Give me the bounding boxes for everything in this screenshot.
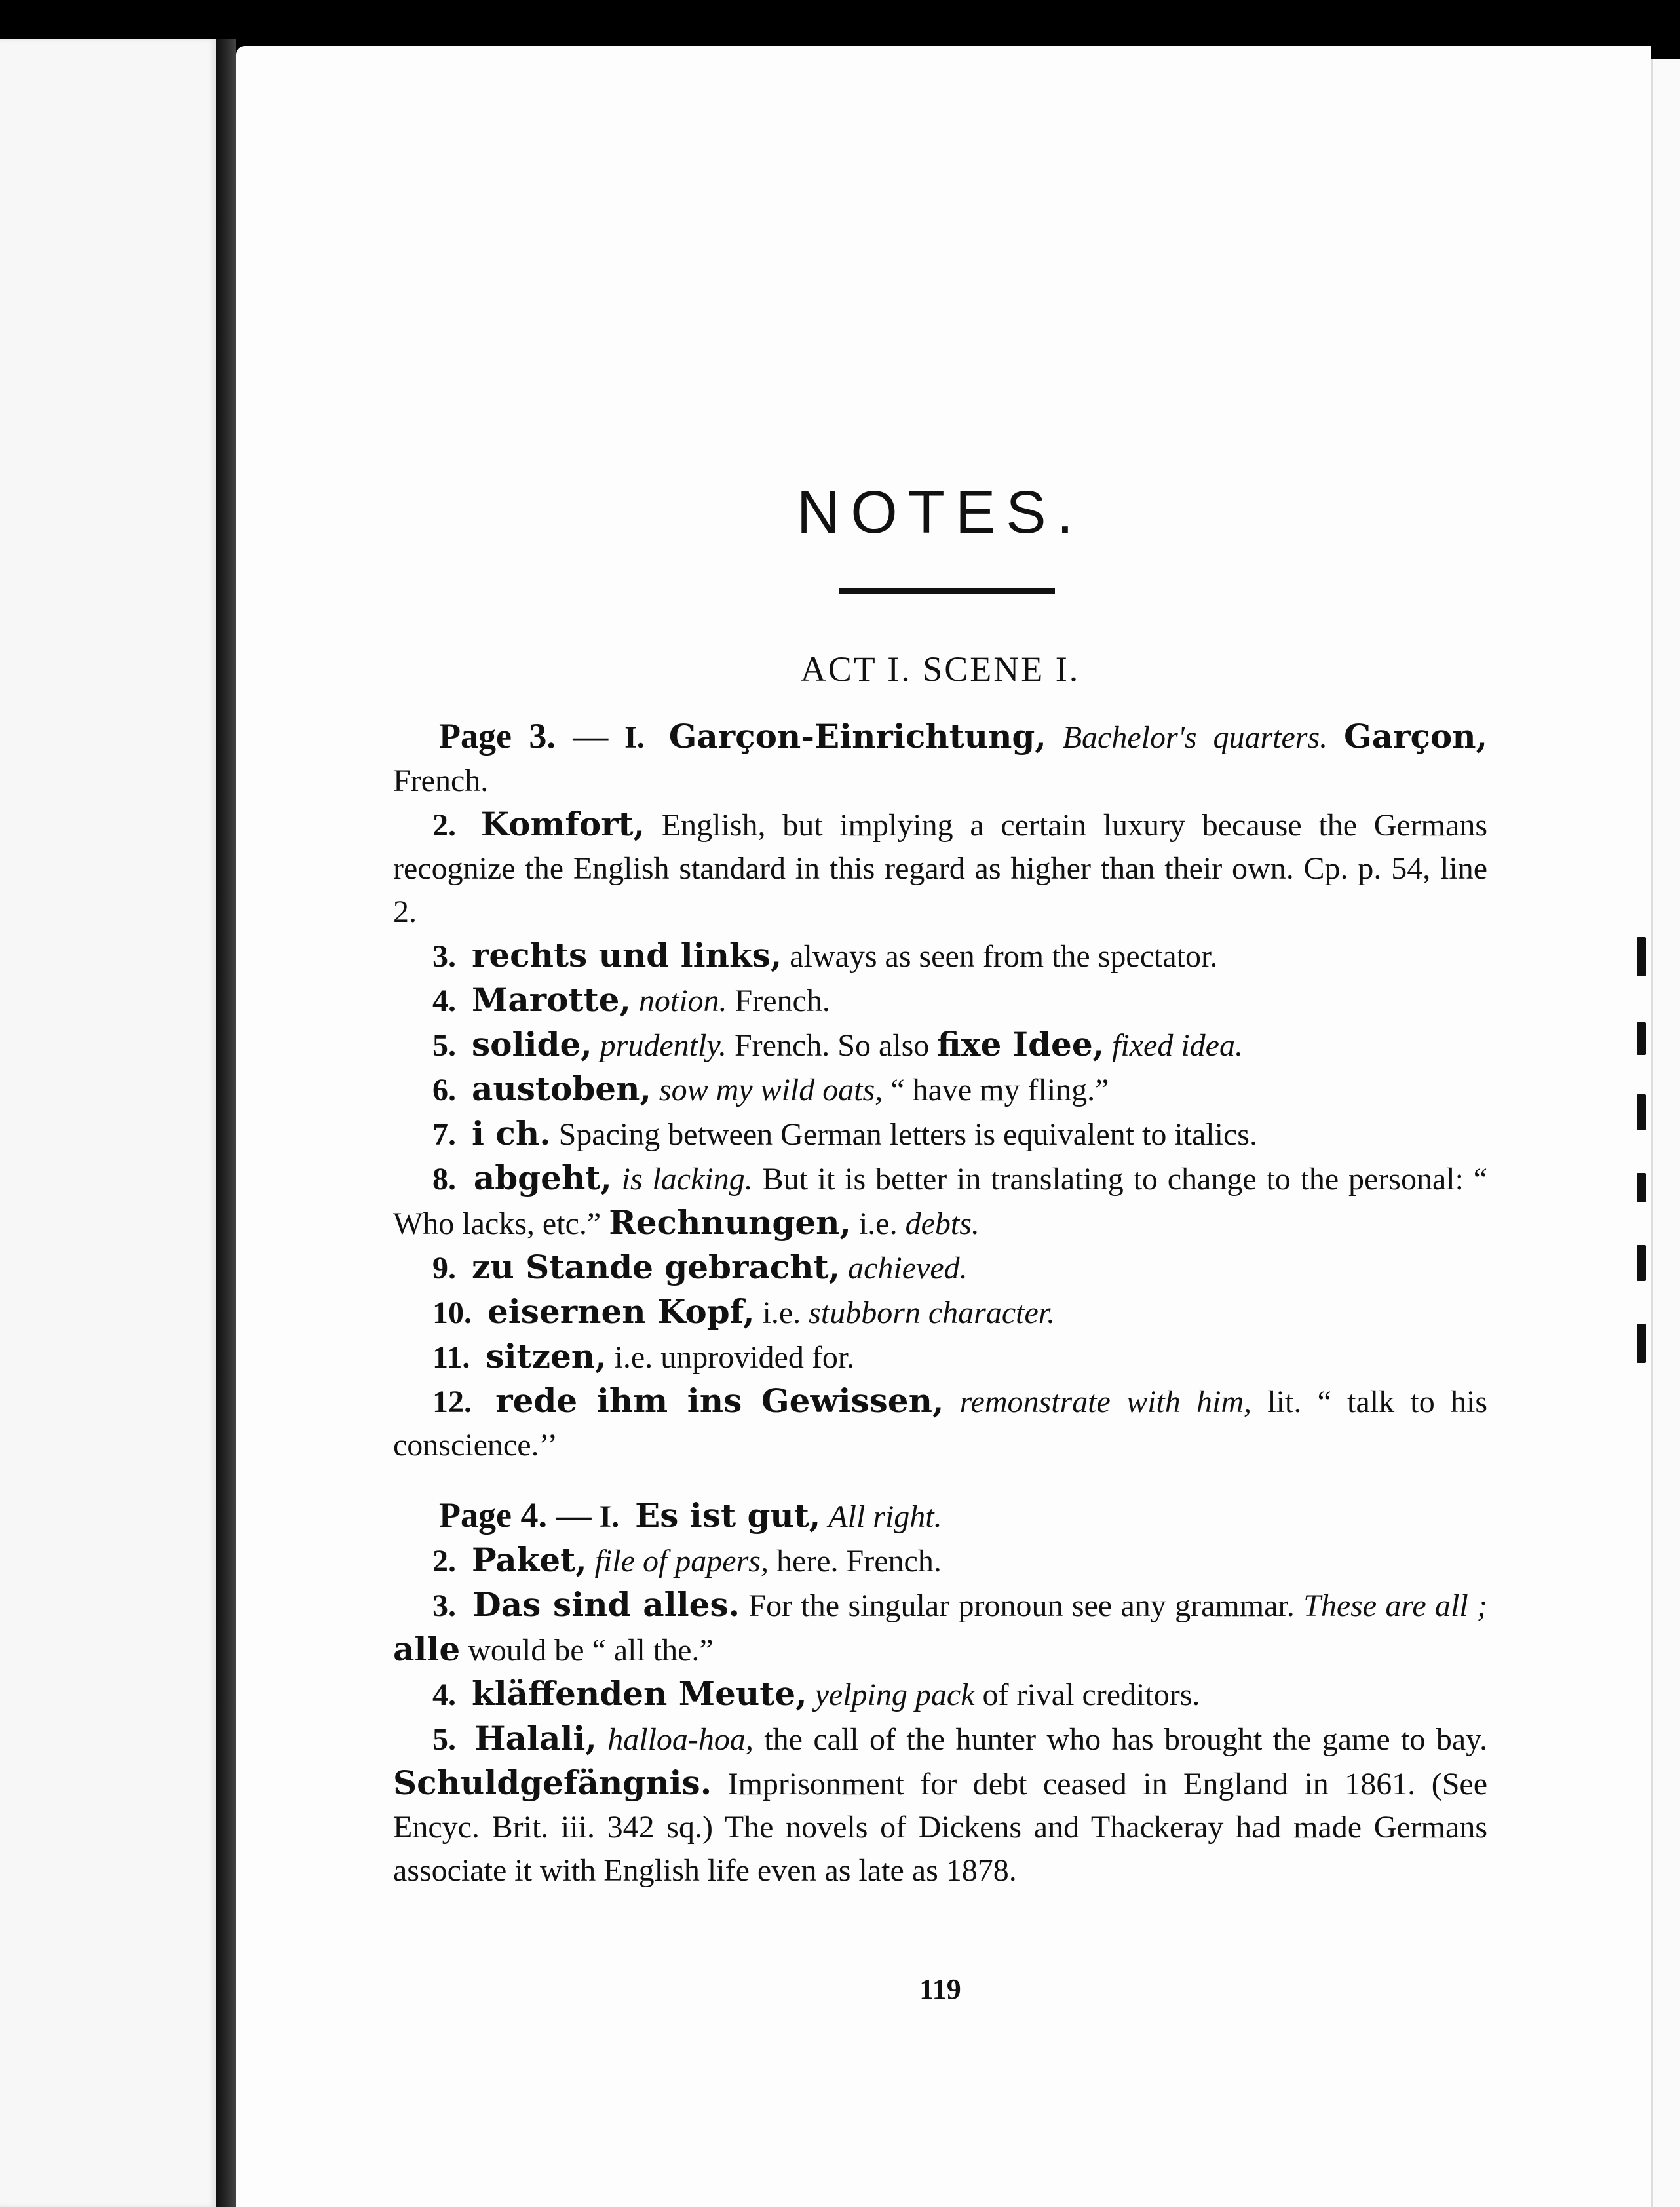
note-p3-4 [393, 978, 1487, 1023]
note-text: French. [735, 984, 830, 1018]
note-number: 8. [432, 1162, 456, 1197]
note-p3-3 [393, 934, 1487, 978]
translation: remonstrate with him, [959, 1385, 1252, 1419]
german-term: Rechnungen, [609, 1203, 851, 1242]
notes-body [393, 714, 1487, 1892]
note-p3-6 [393, 1067, 1487, 1112]
note-p3-2 [393, 803, 1487, 934]
note-number: 11. [432, 1340, 470, 1375]
bleed-through-marks [1637, 937, 1663, 1396]
note-number: 2. [432, 808, 456, 843]
note-number: I. [624, 720, 645, 755]
note-p3-7 [393, 1112, 1487, 1157]
note-text: French. So also [734, 1028, 930, 1063]
note-p4-2 [393, 1539, 1487, 1583]
note-text: here. French. [776, 1544, 942, 1579]
german-term: Halali, [474, 1719, 597, 1757]
page-reference: Page 3. — [439, 716, 609, 756]
note-p4-4 [393, 1672, 1487, 1717]
german-term: Garçon-Einrichtung, [668, 717, 1046, 756]
note-text: of rival creditors. [982, 1678, 1200, 1712]
title-rule [839, 588, 1055, 594]
german-term: abgeht, [473, 1159, 612, 1197]
note-number: I. [599, 1499, 620, 1534]
note-text: i.e. [762, 1295, 801, 1330]
german-term: kläffenden Meute, [472, 1674, 807, 1713]
german-term: austoben, [472, 1069, 651, 1108]
translation: All right. [828, 1499, 942, 1534]
german-term: Garçon, [1344, 717, 1488, 756]
note-number: 5. [432, 1028, 456, 1063]
translation: sow my wild oats, [659, 1073, 883, 1107]
translation: prudently. [600, 1028, 727, 1063]
note-number: 3. [432, 939, 456, 974]
german-term: Paket, [472, 1541, 587, 1579]
note-text: French. [393, 763, 489, 798]
translation: These are all ; [1303, 1588, 1488, 1623]
page-number: 119 [919, 1973, 961, 2005]
german-term: rechts und links, [472, 936, 782, 974]
note-number: 9. [432, 1251, 456, 1286]
german-term: rede ihm ins Gewissen, [495, 1381, 944, 1420]
german-term: i ch. [472, 1114, 551, 1153]
german-term: Komfort, [480, 805, 645, 843]
note-number: 6. [432, 1073, 456, 1107]
german-term: Schuldgefängnis. [393, 1763, 712, 1802]
translation: file of papers, [594, 1544, 769, 1579]
note-p4-1 [393, 1493, 1487, 1539]
note-text: i.e. unprovided for. [614, 1340, 855, 1375]
note-text: “ have my fling.” [890, 1073, 1109, 1107]
book-spine [216, 39, 236, 2207]
note-text: Imprisonment for debt ceased in England in 1861. (See Encyc. Brit. iii. 342 sq.) The novels of Dickens and Thackeray had made Germans associate it with English life even as late as 1878. [393, 1767, 1487, 1888]
note-p3-5 [393, 1023, 1487, 1067]
note-p3-1 [393, 714, 1487, 803]
note-text: the call of the hunter who has brought the game to bay. [764, 1722, 1488, 1757]
note-text: English, but implying a certain luxury because the Germans recognize the English standard in this regard as higher than their own. Cp. p. 54, line 2. [393, 808, 1488, 929]
note-text: i.e. [858, 1206, 898, 1241]
note-number: 3. [432, 1588, 456, 1623]
note-number: 4. [432, 1678, 456, 1712]
german-term: Marotte, [472, 980, 631, 1019]
note-text: But it is better in translating to change to the personal: “ Who lacks, etc.” [393, 1162, 1488, 1241]
note-number: 10. [432, 1295, 472, 1330]
translation: achieved. [848, 1251, 968, 1286]
note-text: always as seen from the spectator. [790, 939, 1218, 974]
act-heading: ACT I. SCENE I. [800, 649, 1080, 689]
note-p3-10 [393, 1290, 1487, 1335]
translation: halloa-hoa, [607, 1722, 754, 1757]
translation: notion. [638, 984, 727, 1018]
translation: yelping pack [814, 1678, 975, 1712]
translation: is lacking. [621, 1162, 753, 1197]
note-text: Spacing between German letters is equivalent to italics. [558, 1117, 1257, 1152]
german-term: eisernen Kopf, [487, 1292, 755, 1331]
note-p3-8 [393, 1157, 1487, 1246]
note-number: 5. [432, 1722, 456, 1757]
note-p4-5 [393, 1717, 1487, 1892]
german-term: zu Stande gebracht, [472, 1248, 841, 1286]
left-page-edge [0, 39, 216, 2207]
note-p3-11 [393, 1335, 1487, 1379]
translation: stubborn character. [809, 1295, 1056, 1330]
page-title: NOTES. [796, 479, 1084, 546]
note-p3-9 [393, 1246, 1487, 1290]
german-term: sitzen, [486, 1337, 607, 1375]
note-p3-12 [393, 1379, 1487, 1467]
section-gap [393, 1467, 1487, 1493]
note-number: 2. [432, 1544, 456, 1579]
german-term: alle [393, 1630, 461, 1668]
note-text: For the singular pronoun see any grammar. [748, 1588, 1295, 1623]
translation: debts. [905, 1206, 980, 1241]
note-text: lit. “ talk to his conscience.’’ [393, 1385, 1488, 1463]
translation: fixed idea. [1112, 1028, 1243, 1063]
scan-border-top [0, 0, 1680, 46]
note-number: 7. [432, 1117, 456, 1152]
german-term: Es ist gut, [635, 1496, 821, 1535]
translation: Bachelor's quarters. [1062, 720, 1328, 755]
page-reference: Page 4. — [439, 1495, 592, 1535]
german-term: fixe Idee, [937, 1025, 1105, 1064]
note-p4-3 [393, 1583, 1487, 1672]
german-term: solide, [472, 1025, 592, 1064]
german-term: Das sind alles. [472, 1585, 740, 1624]
note-text: would be “ all the.” [468, 1633, 714, 1668]
note-number: 12. [432, 1385, 472, 1419]
note-number: 4. [432, 984, 456, 1018]
